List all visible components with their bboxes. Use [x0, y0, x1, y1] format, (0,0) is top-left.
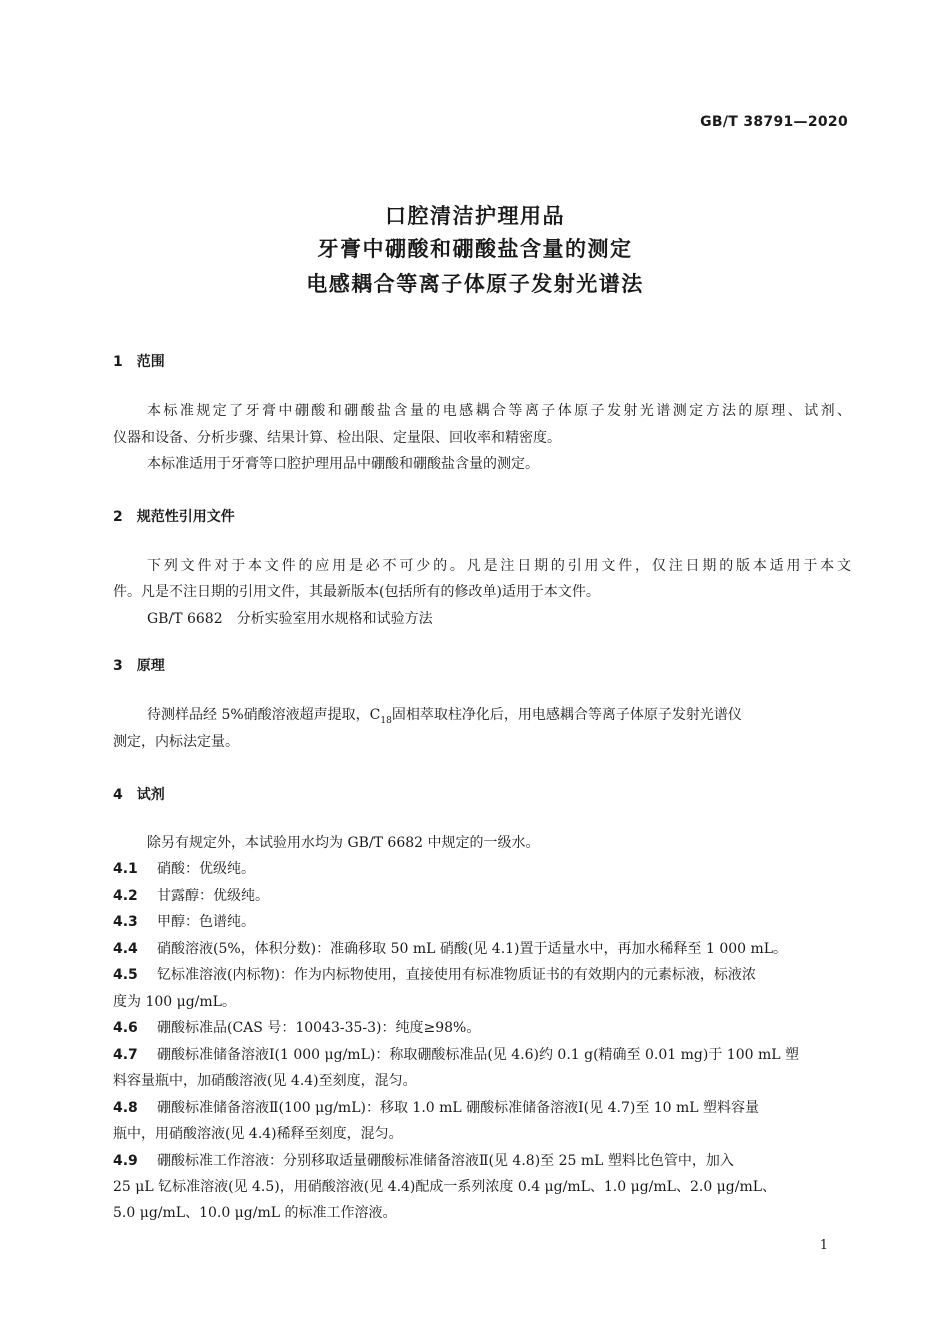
paragraph-line: 测定，内标法定量。 [113, 734, 239, 750]
paragraph-line: 本标准规定了牙膏中硼酸和硼酸盐含量的电感耦合等离子体原子发射光谱测定方法的原理、试剂、 [147, 403, 851, 419]
standard-code: GB/T 38791—2020 [700, 114, 848, 130]
clause-number: 4.7 [113, 1047, 138, 1063]
clause-4-9 [113, 1151, 851, 1171]
section-title: 试剂 [136, 787, 165, 803]
section-number: 3 [113, 658, 123, 674]
title-line-2: 牙膏中硼酸和硼酸盐含量的测定 [317, 237, 633, 261]
clause-text: 硼酸标准工作溶液：分别移取适量硼酸标准储备溶液Ⅱ(见 4.8)至 25 mL 塑料比色管中，加入 [157, 1153, 734, 1169]
text-run: 固相萃取柱净化后，用电感耦合等离子体原子发射光谱仪 [391, 707, 742, 723]
clause-text: 钇标准溶液(内标物)：作为内标物使用，直接使用有标准物质证书的有效期内的元素标液，标液浓 [157, 967, 756, 983]
clause-number: 4.6 [113, 1020, 138, 1036]
clause-text: 甲醇：色谱纯。 [157, 914, 255, 930]
clause-text: 硝酸溶液(5%，体积分数)：准确移取 50 mL 硝酸(见 4.1)置于适量水中，再加水稀释至 1 000 mL。 [157, 941, 788, 957]
section-number: 4 [113, 787, 123, 803]
clause-continuation: 料容量瓶中，加硝酸溶液(见 4.4)至刻度，混匀。 [113, 1073, 417, 1089]
clause-4-2 [113, 886, 851, 906]
clause-4-4 [113, 939, 851, 959]
clause-number: 4.1 [113, 861, 138, 877]
section-1-heading [113, 351, 165, 371]
clause-continuation: 度为 100 μg/mL。 [113, 994, 236, 1010]
clause-number: 4.3 [113, 914, 138, 930]
clause-4-1 [113, 859, 851, 879]
paragraph-line: 下列文件对于本文件的应用是必不可少的。凡是注日期的引用文件，仅注日期的版本适用于本文 [147, 558, 851, 574]
paragraph-line: 件。凡是不注日期的引用文件，其最新版本(包括所有的修改单)适用于本文件。 [113, 584, 600, 600]
clause-4-7 [113, 1045, 851, 1065]
section-3-heading [113, 655, 165, 675]
section-number: 2 [113, 509, 123, 525]
clause-text: 硼酸标准品(CAS 号：10043-35-3)：纯度≥98%。 [157, 1020, 481, 1036]
clause-text: 硝酸：优级纯。 [157, 861, 255, 877]
text-run: 待测样品经 5%硝酸溶液超声提取，C [147, 707, 381, 723]
clause-4-5 [113, 965, 851, 985]
section-title: 范围 [136, 354, 165, 370]
section-title: 规范性引用文件 [136, 509, 235, 525]
paragraph-line [147, 705, 851, 731]
clause-text: 硼酸标准储备溶液Ⅰ(1 000 μg/mL)：称取硼酸标准品(见 4.6)约 0.1 g(精确至 0.01 mg)于 100 mL 塑 [157, 1047, 799, 1063]
section-4-heading [113, 784, 165, 804]
section-number: 1 [113, 354, 123, 370]
clause-4-3 [113, 912, 851, 932]
title-line-3: 电感耦合等离子体原子发射光谱法 [306, 272, 644, 296]
clause-text: 甘露醇：优级纯。 [157, 888, 269, 904]
title-line-1: 口腔清洁护理用品 [385, 204, 565, 228]
clause-continuation: 5.0 μg/mL、10.0 μg/mL 的标准工作溶液。 [113, 1205, 397, 1221]
clause-number: 4.8 [113, 1100, 138, 1116]
page-number: 1 [819, 1238, 828, 1253]
clause-4-8 [113, 1098, 851, 1118]
paragraph-line: 仪器和设备、分析步骤、结果计算、检出限、定量限、回收率和精密度。 [113, 430, 561, 446]
clause-continuation: 瓶中，用硝酸溶液(见 4.4)稀释至刻度，混匀。 [113, 1126, 403, 1142]
clause-number: 4.2 [113, 888, 138, 904]
clause-text: 硼酸标准储备溶液Ⅱ(100 μg/mL)：移取 1.0 mL 硼酸标准储备溶液Ⅰ(见 4.7)至 10 mL 塑料容量 [157, 1100, 760, 1116]
clause-number: 4.9 [113, 1153, 138, 1169]
normative-reference: GB/T 6682 分析实验室用水规格和试验方法 [147, 611, 433, 627]
clause-number: 4.4 [113, 941, 138, 957]
clause-continuation: 25 μL 钇标准溶液(见 4.5)，用硝酸溶液(见 4.4)配成一系列浓度 0.4 μg/mL、1.0 μg/mL、2.0 μg/mL、 [113, 1179, 777, 1195]
paragraph-line: 本标准适用于牙膏等口腔护理用品中硼酸和硼酸盐含量的测定。 [147, 456, 539, 472]
section-title: 原理 [136, 658, 165, 674]
clause-4-6 [113, 1018, 851, 1038]
subscript: 18 [380, 715, 392, 726]
paragraph-line: 除另有规定外，本试验用水均为 GB/T 6682 中规定的一级水。 [147, 835, 540, 851]
section-2-heading [113, 506, 235, 526]
clause-number: 4.5 [113, 967, 138, 983]
